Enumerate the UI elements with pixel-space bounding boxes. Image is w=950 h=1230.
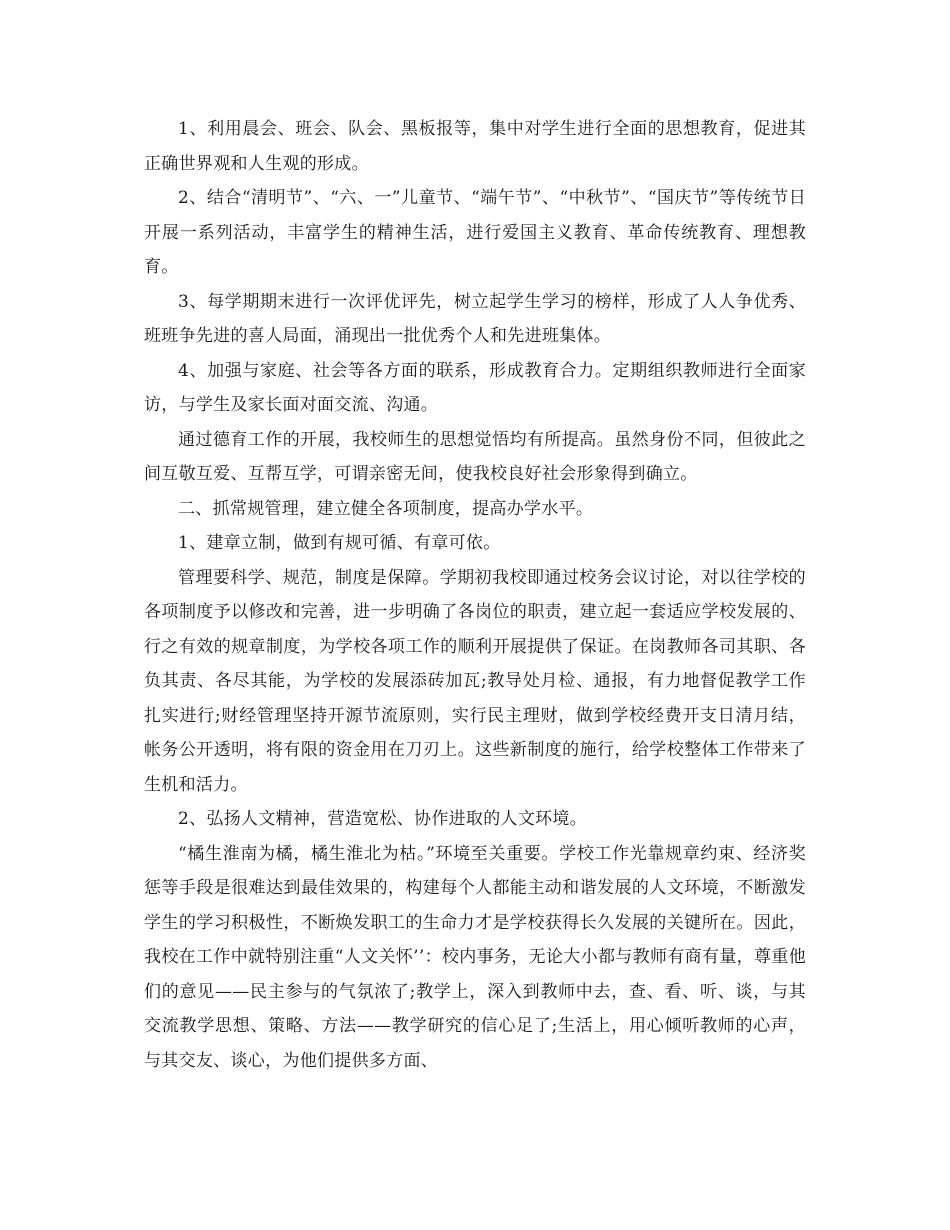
subheading-rules: 1、建章立制，做到有规可循、有章可依。 [178, 533, 501, 553]
paragraph-moral-education-4: 4、加强与家庭、社会等各方面的联系，形成教育合力。定期组织教师进行全面家访，与学生及家长面对面交流、沟通。 [144, 360, 806, 415]
paragraph-rules-detail: 管理要科学、规范，制度是保障。学期初我校即通过校务会议讨论，对以往学校的各项制度予以修改和完善，进一步明确了各岗位的职责，建立起一套适应学校发展的、行之有效的规章制度，为学校各项工作的顺利开展提供了保证。在岗教师各司其职、各负其责、各尽其能，为学校的发展添砖加瓦;教导处月检、通报，有力地督促教学工作扎实进行;财经管理坚持开源节流原则，实行民主理财，做到学校经费开支日清月结，帐务公开透明，将有限的资金用在刀刃上。这些新制度的施行，给学校整体工作带来了生机和活力。 [144, 567, 806, 795]
paragraph-moral-education-2: 2、结合“清明节”、“六、一”儿童节、“端午节”、“中秋节”、“国庆节”等传统节日开展一系列活动，丰富学生的精神生活，进行爱国主义教育、革命传统教育、理想教育。 [144, 188, 806, 277]
paragraph-humanistic-detail: “橘生淮南为橘，橘生淮北为枯。”环境至关重要。学校工作光靠规章约束、经济奖惩等手段是很难达到最佳效果的，构建每个人都能主动和谐发展的人文环境，不断激发学生的学习积极性，不断焕发职工的生命力才是学校获得长久发展的关键所在。因此，我校在工作中就特别注重“人文关怀’’：校内事务，无论大小都与教师有商有量，尊重他们的意见——民主参与的气氛浓了;教学上，深入到教师中去，查、看、听、谈，与其交流教学思想、策略、方法——教学研究的信心足了;生活上，用心倾听教师的心声，与其交友、谈心，为他们提供多方面、 [144, 843, 806, 1071]
paragraph-moral-education-1: 1、利用晨会、班会、队会、黑板报等，集中对学生进行全面的思想教育，促进其正确世界观和人生观的形成。 [144, 119, 806, 174]
paragraph-moral-education-3: 3、每学期期末进行一次评优评先，树立起学生学习的榜样，形成了人人争优秀、班班争先进的喜人局面，涌现出一批优秀个人和先进班集体。 [144, 291, 806, 346]
document-body [144, 112, 806, 1078]
subheading-humanistic: 2、弘扬人文精神，营造宽松、协作进取的人文环境。 [178, 809, 588, 829]
section-heading-management: 二、抓常规管理，建立健全各项制度，提高办学水平。 [178, 498, 594, 519]
paragraph-moral-education-summary: 通过德育工作的开展，我校师生的思想觉悟均有所提高。虽然身份不同，但彼此之间互敬互爱、互帮互学，可谓亲密无间，使我校良好社会形象得到确立。 [144, 429, 806, 484]
